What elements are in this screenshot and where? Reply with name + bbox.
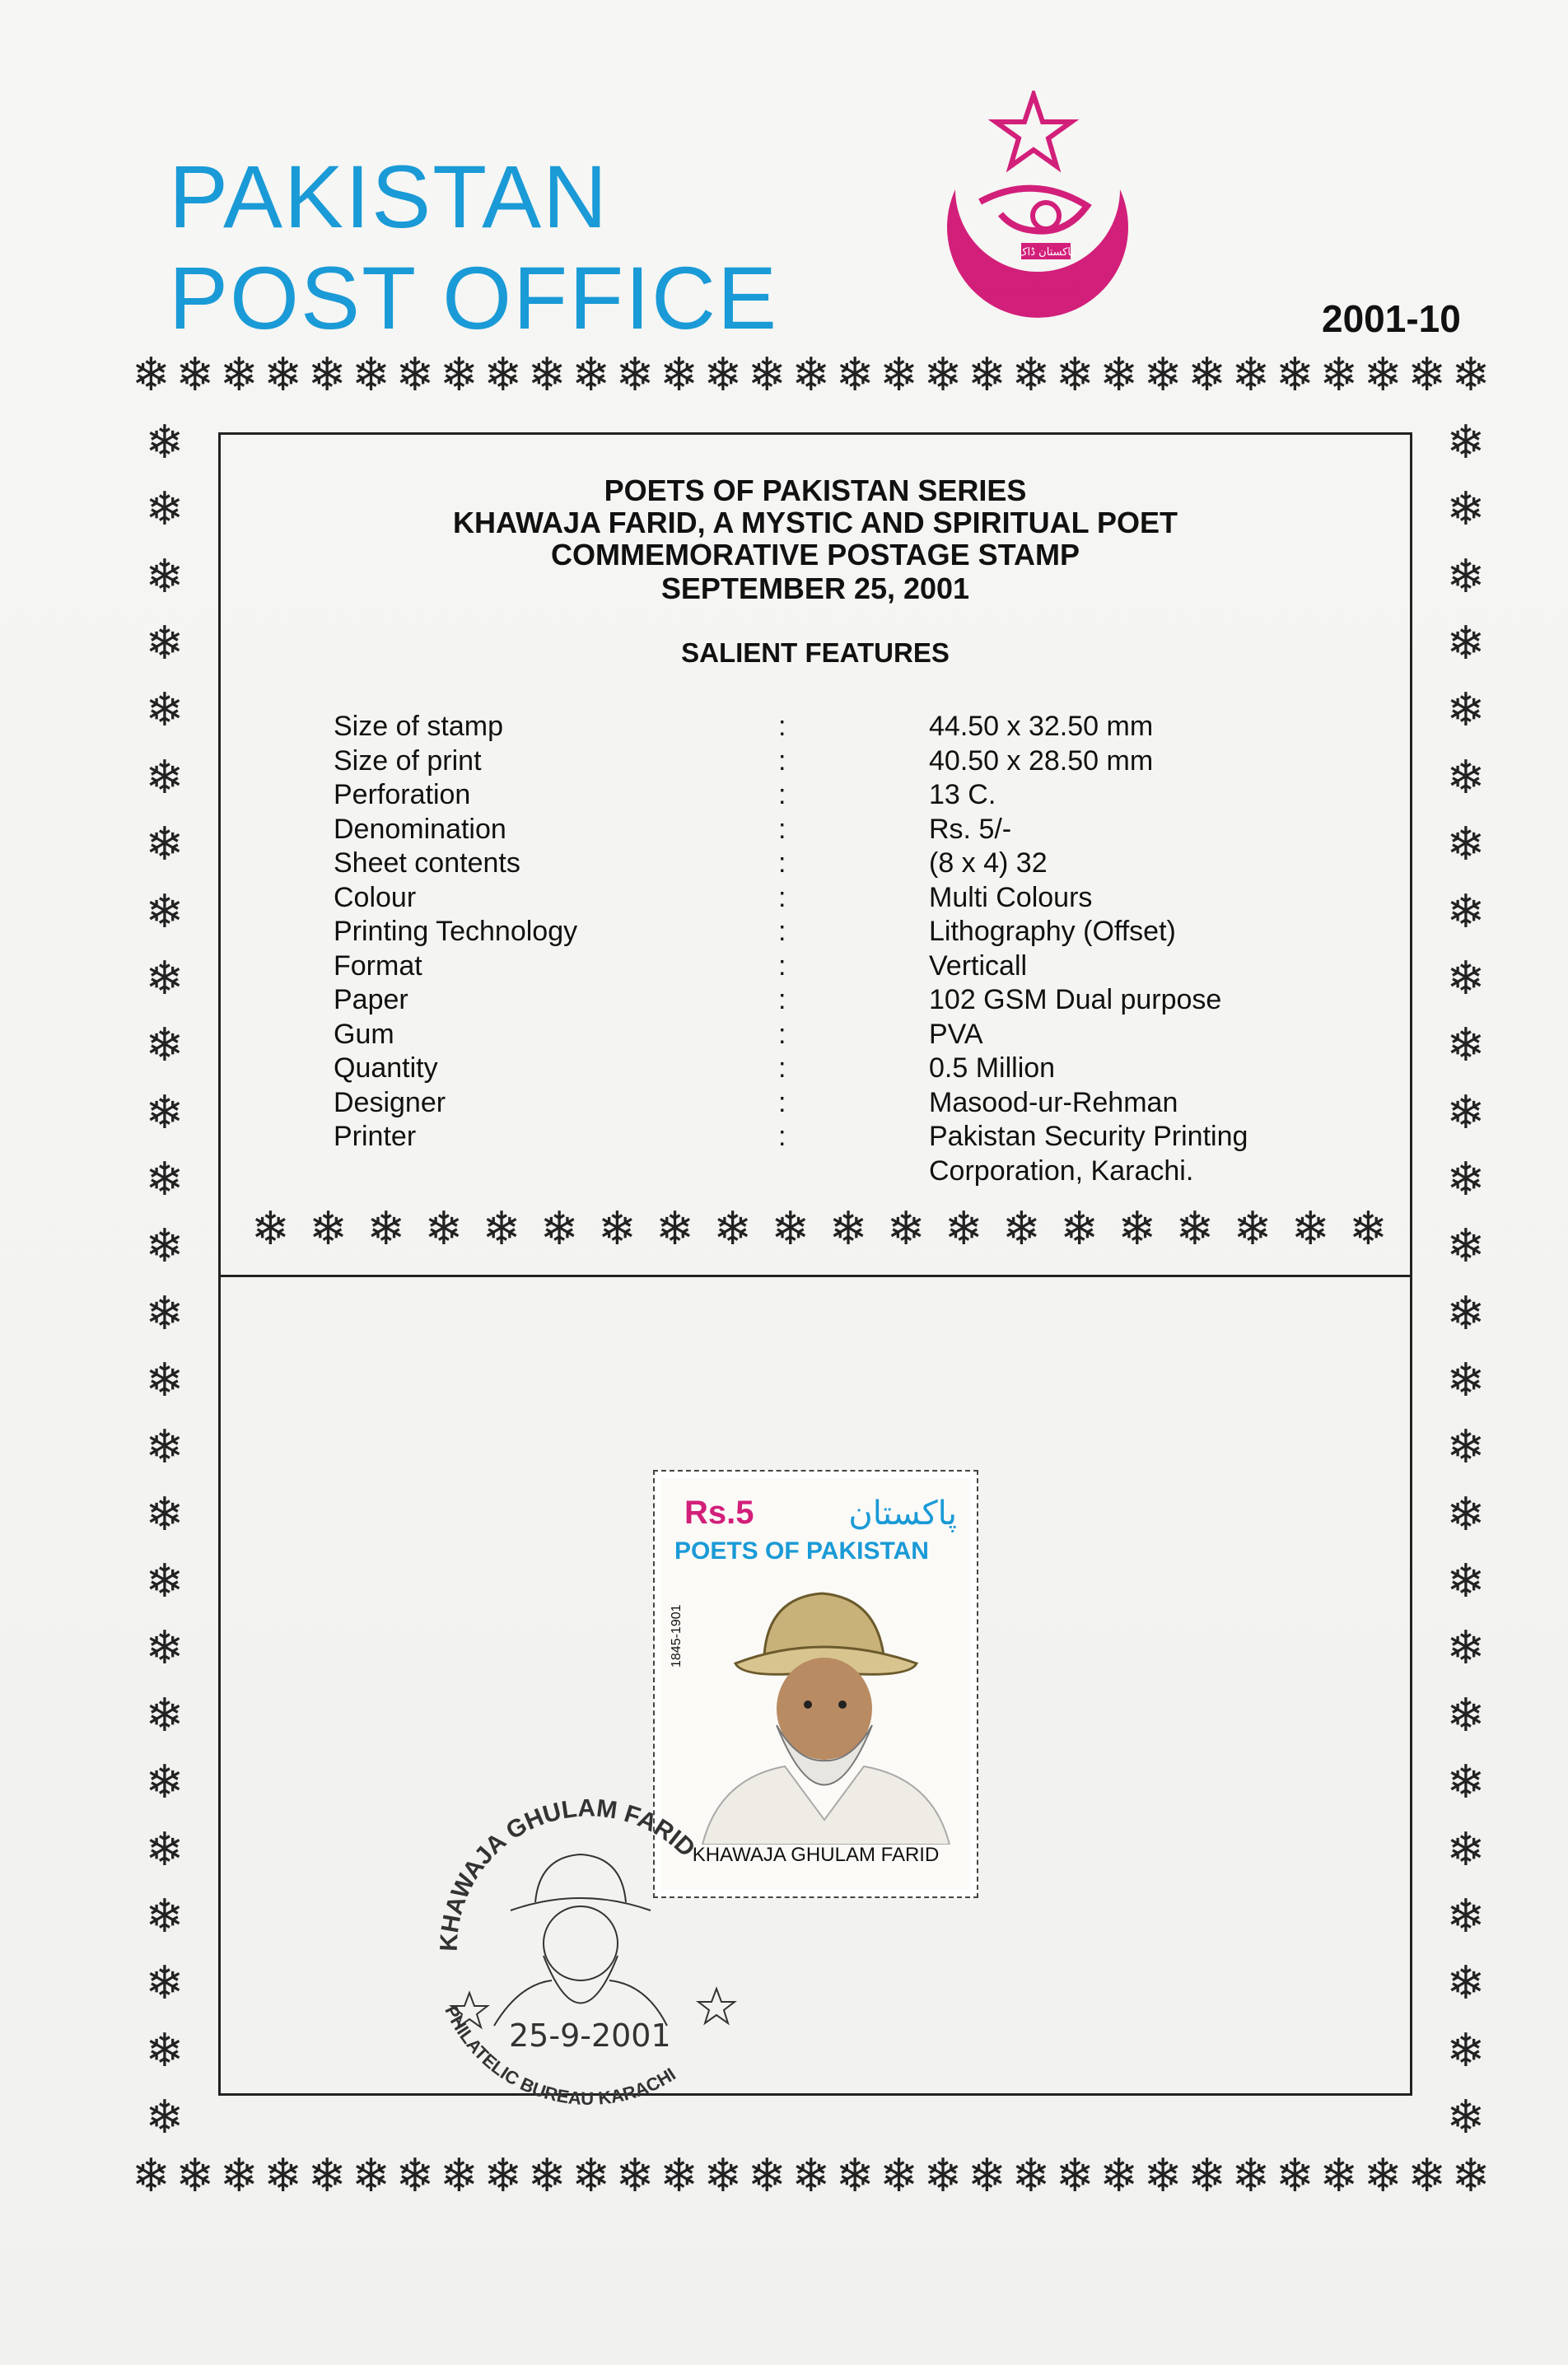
- feature-colon: [778, 1155, 929, 1189]
- snowflake-icon: ❄: [175, 2149, 215, 2203]
- snowflake-icon: ❄: [1188, 2149, 1227, 2203]
- feature-row: [334, 1018, 1404, 1052]
- snowflake-icon: ❄: [1446, 2090, 1486, 2144]
- subject-heading: KHAWAJA FARID, A MYSTIC AND SPIRITUAL POET: [452, 506, 1178, 539]
- feature-row: [334, 710, 1404, 744]
- snowflake-icon: ❄: [572, 348, 611, 402]
- feature-value: Lithography (Offset): [929, 916, 1176, 947]
- feature-value: 44.50 x 32.50 mm: [929, 711, 1154, 742]
- snowflake-icon: ❄: [527, 2149, 567, 2203]
- snowflake-icon: ❄: [1446, 1688, 1486, 1742]
- cancellation-postmark: [412, 1779, 758, 2108]
- snowflake-icon: ❄: [656, 1202, 695, 1256]
- snowflake-icon: ❄: [923, 2149, 963, 2203]
- feature-value: Masood-ur-Rehman: [929, 1086, 1178, 1118]
- post-office-emblem: [922, 91, 1145, 338]
- snowflake-icon: ❄: [527, 348, 567, 402]
- postmark-date: 25-9-2001: [509, 2017, 671, 2054]
- snowflake-icon: ❄: [1231, 2149, 1271, 2203]
- snowflake-icon: ❄: [145, 416, 184, 469]
- snowflake-icon: ❄: [1099, 2149, 1139, 2203]
- feature-label: [334, 1155, 778, 1189]
- snowflake-icon: ❄: [968, 348, 1006, 402]
- snowflake-icon: ❄: [145, 1220, 184, 1274]
- snowflake-icon: ❄: [1118, 1202, 1157, 1256]
- feature-row: [334, 847, 1404, 881]
- feature-value: Pakistan Security Printing: [929, 1121, 1248, 1152]
- snowflake-icon: ❄: [307, 2149, 347, 2203]
- snowflake-icon: ❄: [597, 1202, 637, 1256]
- snowflake-icon: ❄: [1446, 818, 1486, 872]
- snowflake-icon: ❄: [251, 1202, 290, 1256]
- postmark-star-right-icon: [698, 1989, 735, 2023]
- snowflake-icon: ❄: [145, 951, 184, 1005]
- snowflake-icon: ❄: [1451, 348, 1491, 402]
- feature-label: Paper: [334, 984, 408, 1015]
- feature-colon: :: [778, 779, 786, 810]
- feature-row: [334, 881, 1404, 916]
- snowflake-icon: ❄: [1060, 1202, 1099, 1256]
- snowflake-icon: ❄: [1099, 348, 1139, 402]
- snowflake-icon: ❄: [1446, 750, 1486, 805]
- feature-value: PVA: [929, 1018, 983, 1050]
- feature-value: Multi Colours: [929, 881, 1093, 913]
- feature-label: Denomination: [334, 813, 506, 845]
- feature-value: 102 GSM Dual purpose: [929, 984, 1222, 1015]
- snowflake-icon: ❄: [264, 2149, 303, 2203]
- snowflake-icon: ❄: [145, 1889, 184, 1943]
- feature-label: Designer: [334, 1086, 446, 1118]
- snowflake-icon: ❄: [1446, 1957, 1486, 2011]
- snowflake-icon: ❄: [145, 1756, 184, 1810]
- snowflake-icon: ❄: [1011, 2149, 1051, 2203]
- snowflake-icon: ❄: [1175, 1202, 1215, 1256]
- snowflake-icon: ❄: [1446, 617, 1486, 671]
- snowflake-icon: ❄: [1348, 1202, 1388, 1256]
- snowflake-icon: ❄: [1446, 483, 1486, 537]
- snowflake-icon: ❄: [132, 348, 170, 402]
- snowflake-icon: ❄: [1446, 1354, 1486, 1408]
- feature-colon: :: [778, 744, 786, 777]
- snowflake-icon: ❄: [1055, 2149, 1094, 2203]
- star-icon: [996, 95, 1071, 166]
- snowflake-icon: ❄: [264, 348, 303, 402]
- feature-value: 40.50 x 28.50 mm: [929, 744, 1154, 777]
- snowflake-icon: ❄: [572, 2149, 611, 2203]
- snowflake-icon: ❄: [835, 348, 875, 402]
- snowflake-icon: ❄: [1002, 1202, 1041, 1256]
- snowflake-icon: ❄: [145, 1085, 184, 1140]
- snowflake-icon: ❄: [309, 1202, 348, 1256]
- snowflake-icon: ❄: [352, 2149, 391, 2203]
- features-table: [334, 710, 1404, 1188]
- snowflake-icon: ❄: [886, 1202, 926, 1256]
- feature-row: [334, 1120, 1404, 1155]
- stamp-type-heading: COMMEMORATIVE POSTAGE STAMP: [550, 538, 1080, 571]
- snowflake-icon: ❄: [1446, 884, 1486, 939]
- feature-colon: :: [778, 1086, 786, 1118]
- snowflake-icon: ❄: [145, 1019, 184, 1073]
- snowflake-icon: ❄: [1407, 348, 1447, 402]
- snowflake-icon: ❄: [307, 348, 347, 402]
- snowflake-icon: ❄: [424, 1202, 464, 1256]
- feature-colon: :: [778, 1052, 786, 1084]
- snowflake-icon: ❄: [660, 2149, 698, 2203]
- snowflake-icon: ❄: [366, 1202, 406, 1256]
- snowflake-icon: ❄: [791, 2149, 831, 2203]
- snowflake-icon: ❄: [1363, 2149, 1402, 2203]
- snowflake-icon: ❄: [145, 750, 184, 805]
- snowflake-icon: ❄: [1446, 951, 1486, 1005]
- feature-row: [334, 915, 1404, 949]
- snowflake-icon: ❄: [968, 2149, 1006, 2203]
- emblem-text-1: پاکستان ڈاک: [1018, 246, 1074, 259]
- snowflake-icon: ❄: [747, 348, 786, 402]
- stamp-series: POETS OF PAKISTAN: [674, 1537, 929, 1565]
- feature-colon: :: [778, 949, 786, 982]
- feature-row: [334, 949, 1404, 984]
- feature-row: [334, 744, 1404, 779]
- snowflake-icon: ❄: [483, 348, 523, 402]
- stamp-denomination: Rs.5: [684, 1495, 754, 1531]
- header-title-line2: POST OFFICE: [169, 248, 779, 348]
- snowflake-icon: ❄: [1275, 348, 1314, 402]
- snowflake-icon: ❄: [1275, 2149, 1314, 2203]
- snowflake-icon: ❄: [1446, 1152, 1486, 1206]
- snowflake-icon: ❄: [1446, 2023, 1486, 2078]
- snowflake-icon: ❄: [145, 483, 184, 537]
- feature-row: [334, 778, 1404, 813]
- feature-label: Printer: [334, 1121, 417, 1152]
- right-snowflake-border: [1441, 416, 1491, 2144]
- feature-colon: :: [778, 881, 786, 913]
- snowflake-icon: ❄: [439, 348, 478, 402]
- snowflake-icon: ❄: [703, 348, 743, 402]
- snowflake-icon: ❄: [1319, 348, 1359, 402]
- feature-value: Verticall: [929, 949, 1028, 982]
- snowflake-icon: ❄: [145, 549, 184, 604]
- emblem-text-2: خدمت دیانت امانت: [984, 281, 1083, 296]
- snowflake-icon: ❄: [944, 1202, 983, 1256]
- snowflake-icon: ❄: [828, 1202, 868, 1256]
- snowflake-icon: ❄: [1446, 1019, 1486, 1073]
- feature-row: [334, 1155, 1404, 1189]
- snowflake-icon: ❄: [880, 2149, 919, 2203]
- stamp-urdu-text: پاکستان: [848, 1495, 957, 1532]
- snowflake-icon: ❄: [615, 2149, 655, 2203]
- feature-colon: :: [778, 813, 786, 845]
- snowflake-icon: ❄: [219, 2149, 259, 2203]
- feature-label: Sheet contents: [334, 847, 520, 879]
- feature-label: Gum: [334, 1018, 394, 1050]
- feature-label: Size of print: [334, 744, 482, 777]
- snowflake-icon: ❄: [539, 1202, 579, 1256]
- snowflake-icon: ❄: [1446, 1286, 1486, 1341]
- snowflake-icon: ❄: [175, 348, 215, 402]
- snowflake-icon: ❄: [1290, 1202, 1330, 1256]
- snowflake-icon: ❄: [835, 2149, 875, 2203]
- snowflake-icon: ❄: [923, 348, 963, 402]
- feature-label: Perforation: [334, 779, 471, 810]
- snowflake-icon: ❄: [1446, 1420, 1486, 1475]
- feature-value: Rs. 5/-: [929, 813, 1012, 845]
- snowflake-icon: ❄: [145, 1152, 184, 1206]
- feature-label: Printing Technology: [334, 916, 578, 947]
- feature-colon: :: [778, 984, 786, 1015]
- snowflake-icon: ❄: [482, 1202, 521, 1256]
- snowflake-icon: ❄: [1446, 1220, 1486, 1274]
- salient-features-heading: SALIENT FEATURES: [681, 637, 950, 668]
- snowflake-icon: ❄: [1446, 1822, 1486, 1877]
- stamp-caption: KHAWAJA GHULAM FARID: [692, 1844, 940, 1866]
- snowflake-icon: ❄: [791, 348, 831, 402]
- snowflake-icon: ❄: [145, 1286, 184, 1341]
- snowflake-icon: ❄: [1233, 1202, 1272, 1256]
- feature-row: [334, 1086, 1404, 1121]
- header-title-line1: PAKISTAN: [169, 147, 609, 246]
- postmark-bottom-text: PHILATELIC BUREAU KARACHI: [441, 2002, 679, 2108]
- snowflake-icon: ❄: [145, 1621, 184, 1676]
- top-snowflake-border: [132, 348, 1491, 402]
- snowflake-icon: ❄: [132, 2149, 170, 2203]
- snowflake-icon: ❄: [1143, 2149, 1183, 2203]
- snowflake-icon: ❄: [145, 818, 184, 872]
- feature-value: 13 C.: [929, 779, 996, 810]
- snowflake-icon: ❄: [439, 2149, 478, 2203]
- snowflake-icon: ❄: [145, 884, 184, 939]
- snowflake-icon: ❄: [1363, 348, 1402, 402]
- feature-colon: :: [778, 916, 786, 947]
- postmark-portrait-icon: [494, 1854, 667, 2026]
- postmark-top-text: KHAWAJA GHULAM FARID: [435, 1794, 701, 1952]
- snowflake-icon: ❄: [1446, 1487, 1486, 1542]
- snowflake-icon: ❄: [703, 2149, 743, 2203]
- feature-row: [334, 813, 1404, 847]
- snowflake-icon: ❄: [615, 348, 655, 402]
- inner-snowflake-row: [251, 1202, 1388, 1256]
- issue-number: 2001-10: [1322, 297, 1461, 340]
- snowflake-icon: ❄: [395, 348, 435, 402]
- feature-value: (8 x 4) 32: [929, 847, 1048, 879]
- feature-colon: :: [778, 711, 786, 742]
- feature-row: [334, 1052, 1404, 1086]
- frame-divider: [218, 1275, 1412, 1277]
- snowflake-icon: ❄: [1407, 2149, 1447, 2203]
- snowflake-icon: ❄: [1011, 348, 1051, 402]
- snowflake-icon: ❄: [747, 2149, 786, 2203]
- snowflake-icon: ❄: [880, 348, 919, 402]
- bottom-snowflake-border: [132, 2149, 1491, 2203]
- feature-row: [334, 983, 1404, 1018]
- snowflake-icon: ❄: [145, 683, 184, 738]
- snowflake-icon: ❄: [145, 1555, 184, 1609]
- svg-text:KHAWAJA GHULAM FARID: [436, 1794, 701, 1952]
- feature-colon: :: [778, 847, 786, 879]
- series-heading: POETS OF PAKISTAN SERIES: [604, 473, 1027, 507]
- snowflake-icon: ❄: [145, 1957, 184, 2011]
- feature-label: Size of stamp: [334, 711, 503, 742]
- snowflake-icon: ❄: [1188, 348, 1227, 402]
- issue-date-heading: SEPTEMBER 25, 2001: [660, 571, 970, 605]
- snowflake-icon: ❄: [1319, 2149, 1359, 2203]
- snowflake-icon: ❄: [145, 617, 184, 671]
- feature-label: Colour: [334, 881, 417, 913]
- snowflake-icon: ❄: [1446, 1756, 1486, 1810]
- snowflake-icon: ❄: [352, 348, 391, 402]
- snowflake-icon: ❄: [1446, 1085, 1486, 1140]
- snowflake-icon: ❄: [145, 2023, 184, 2078]
- feature-label: Format: [334, 949, 422, 982]
- snowflake-icon: ❄: [1231, 348, 1271, 402]
- snowflake-icon: ❄: [1055, 348, 1094, 402]
- feature-colon: :: [778, 1018, 786, 1050]
- feature-value: Corporation, Karachi.: [929, 1155, 1194, 1187]
- snowflake-icon: ❄: [1451, 2149, 1491, 2203]
- snowflake-icon: ❄: [1446, 1555, 1486, 1609]
- feature-colon: :: [778, 1121, 786, 1152]
- snowflake-icon: ❄: [1446, 683, 1486, 738]
- snowflake-icon: ❄: [771, 1202, 810, 1256]
- snowflake-icon: ❄: [145, 1354, 184, 1408]
- snowflake-icon: ❄: [1446, 416, 1486, 469]
- feature-label: Quantity: [334, 1052, 438, 1084]
- snowflake-icon: ❄: [713, 1202, 753, 1256]
- feature-value: 0.5 Million: [929, 1052, 1056, 1084]
- snowflake-icon: ❄: [1446, 1621, 1486, 1676]
- snowflake-icon: ❄: [395, 2149, 435, 2203]
- stamp-years: 1845-1901: [670, 1604, 684, 1668]
- snowflake-icon: ❄: [145, 1688, 184, 1742]
- snowflake-icon: ❄: [1446, 1889, 1486, 1943]
- snowflake-icon: ❄: [145, 1822, 184, 1877]
- snowflake-icon: ❄: [1446, 549, 1486, 604]
- snowflake-icon: ❄: [1143, 348, 1183, 402]
- snowflake-icon: ❄: [219, 348, 259, 402]
- snowflake-icon: ❄: [145, 2090, 184, 2144]
- snowflake-icon: ❄: [483, 2149, 523, 2203]
- snowflake-icon: ❄: [145, 1420, 184, 1475]
- snowflake-icon: ❄: [145, 1487, 184, 1542]
- left-snowflake-border: [140, 416, 189, 2144]
- snowflake-icon: ❄: [660, 348, 698, 402]
